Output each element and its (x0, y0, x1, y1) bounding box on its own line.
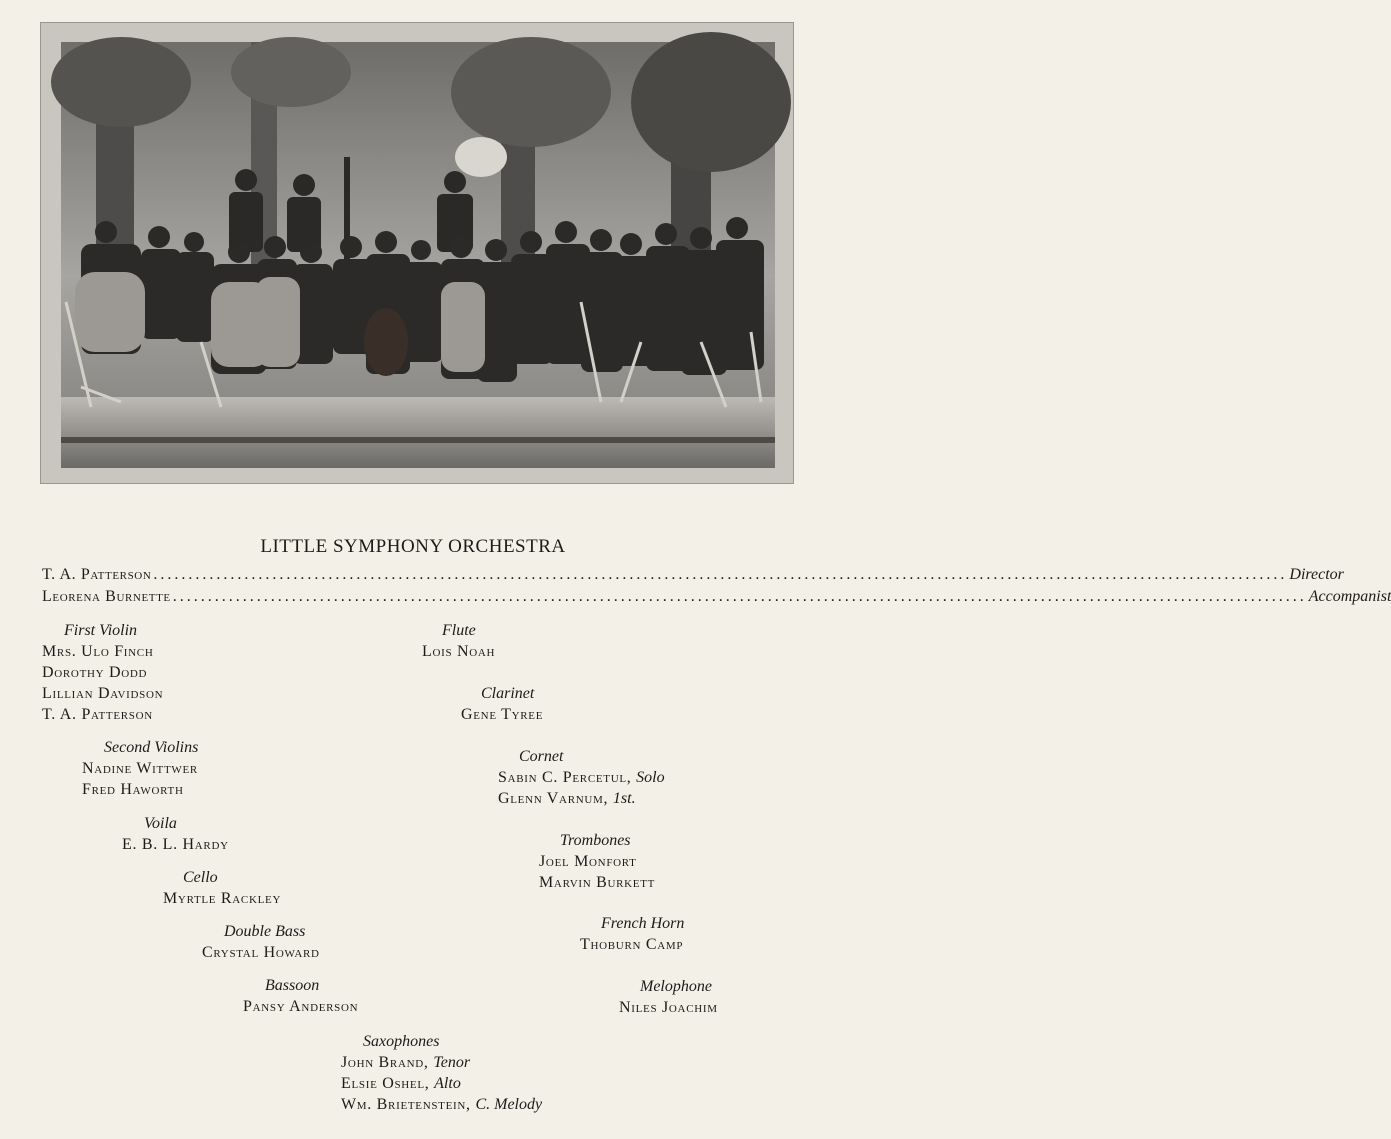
accompanist-role: Accompanist (1308, 588, 1391, 605)
member: Lillian Davidson (42, 685, 164, 702)
part: 1st. (612, 790, 636, 807)
member: T. A. Patterson (42, 706, 153, 723)
section-second-violins (82, 737, 198, 800)
section-melophone (619, 976, 718, 1018)
member: Sabin C. Percetul, Solo (498, 769, 665, 786)
member: Dorothy Dodd (42, 664, 148, 681)
dot-leader: .................................................................................................................................................................. (172, 588, 1307, 605)
section-cello (163, 867, 281, 909)
director-line (42, 566, 1344, 588)
member: John Brand, Tenor (341, 1054, 471, 1071)
section-heading: Melophone (640, 978, 712, 995)
director-name: T. A. Patterson (42, 566, 152, 583)
section-heading: Bassoon (265, 977, 320, 994)
section-flute (422, 620, 495, 662)
section-trombones (539, 830, 655, 893)
section-heading: Voila (144, 815, 177, 832)
photo-frame (40, 22, 794, 484)
part: C. Melody (475, 1096, 543, 1113)
member: Nadine Wittwer (82, 760, 198, 777)
section-heading: Trombones (560, 832, 631, 849)
member: Gene Tyree (461, 706, 544, 723)
member: Mrs. Ulo Finch (42, 643, 154, 660)
member: Joel Monfort (539, 853, 637, 870)
section-voila (122, 813, 229, 855)
part: Solo (636, 769, 665, 786)
section-heading: French Horn (601, 915, 685, 932)
member: Pansy Anderson (243, 998, 359, 1015)
member: Myrtle Rackley (163, 890, 282, 907)
section-heading: Cornet (519, 748, 564, 765)
member: Thoburn Camp (580, 936, 684, 953)
section-bassoon (243, 975, 358, 1017)
section-clarinet (461, 683, 543, 725)
section-heading: Second Violins (104, 739, 199, 756)
orchestra-photo-illustration (61, 42, 775, 468)
section-heading: Clarinet (481, 685, 535, 702)
section-heading: Flute (442, 622, 476, 639)
section-first-violin (42, 620, 163, 725)
accompanist-name: Leorena Burnette (42, 588, 171, 605)
section-french-horn (580, 913, 684, 955)
part: Tenor (433, 1054, 471, 1071)
member: Wm. Brietenstein, C. Melody (341, 1096, 543, 1113)
section-heading: Double Bass (224, 923, 306, 940)
member: Crystal Howard (202, 944, 320, 961)
member: E. B. L. Hardy (122, 836, 229, 853)
accompanist-line (42, 588, 1391, 610)
orchestra-photo (61, 42, 775, 468)
member: Lois Noah (422, 643, 496, 660)
director-role: Director (1289, 566, 1344, 583)
dot-leader: .................................................................................................................................................................. (153, 566, 1288, 583)
page-title: LITTLE SYMPHONY ORCHESTRA (260, 536, 566, 557)
member: Marvin Burkett (539, 874, 656, 891)
member: Niles Joachim (619, 999, 718, 1016)
section-cornet (498, 746, 665, 809)
section-heading: Saxophones (363, 1033, 440, 1050)
section-heading: Cello (183, 869, 218, 886)
part: Alto (434, 1075, 461, 1092)
member: Fred Haworth (82, 781, 184, 798)
section-double-bass (202, 921, 320, 963)
member: Elsie Oshel, Alto (341, 1075, 461, 1092)
section-heading: First Violin (64, 622, 138, 639)
member: Glenn Varnum, 1st. (498, 790, 636, 807)
section-saxophones (341, 1031, 542, 1115)
